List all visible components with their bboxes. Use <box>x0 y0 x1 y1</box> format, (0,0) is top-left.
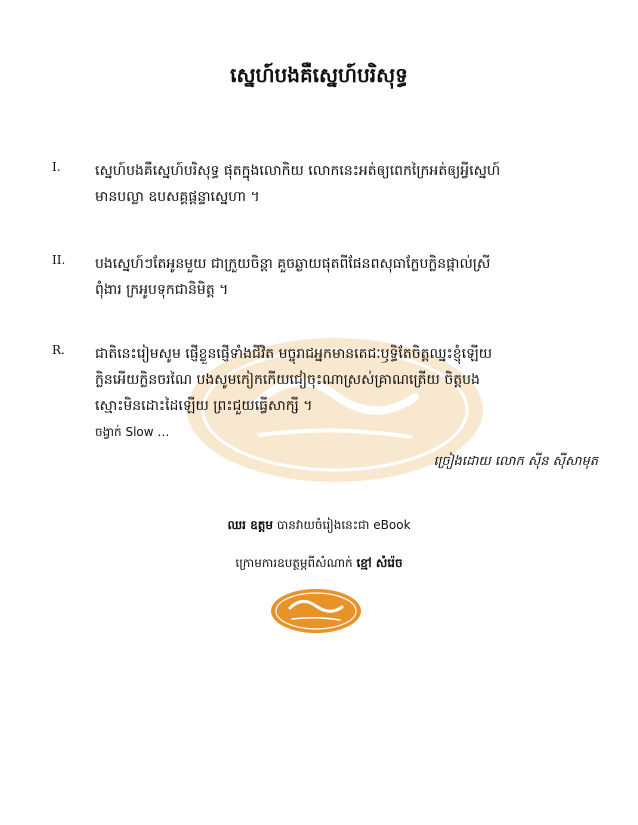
publisher-action: បានវាយចំរៀងនេះជា eBook <box>276 518 411 532</box>
tempo-note: ចង្វាក់ Slow … <box>95 425 170 439</box>
verse-line: ពុំងារ ក្រអូបទុកជានិមិត្ត ។ <box>95 282 229 298</box>
verse-line: ស្នេហ៍បងគឺស្នេហ៍បរិសុទ្ធ ផុតក្នុងលោកិយ លោកនេះអត់ឲ្យពេកក្រៃអត់ឲ្យអ្វីស្នេហ៍ <box>95 163 501 179</box>
sponsor-name: ខ្មៅ សំរ៉េច <box>356 556 403 570</box>
sponsor-line <box>0 555 638 573</box>
support-prefix: ក្រោមការឧបត្ថម្ភពីសំណាក់ <box>235 556 353 570</box>
verse-line: មានបល្លា ឧបសគ្គផ្តន្ទាស្នេហា ។ <box>95 189 260 205</box>
publisher-line <box>0 517 638 535</box>
singer-credit: ច្រៀងដោយ លោក ស៊ីន ស៊ីសាមុត <box>433 454 598 469</box>
publisher-name: ឈរ ឧត្តម <box>227 518 273 532</box>
verse-line: បងស្នេហ៍ៗតែអូនមួយ ជាក្រួយចិន្តា គួចឆ្ងាយផុតពីផែនពសុធាក្លែបក្លិនផ្កាល់ស្រី <box>95 256 491 272</box>
publisher-logo <box>270 588 362 634</box>
verse-text <box>95 158 600 210</box>
verse-line: ជាតិនេះរៀមសូម ផ្ញើខ្លួនផ្ញើទាំងជីវិត មច្ចុរាជអ្នកមានតេជៈឫទ្ធិតែចិត្តឈ្នះខ្ញុំឡើយ <box>95 346 493 362</box>
verse-text <box>95 251 600 303</box>
verse-label: I. <box>52 160 61 174</box>
verse-line: ក្លិនអើយក្លិនចរណៃ បងសូមកៀកកើយជៀចុះណាស្រស់គ្រាណត្រើយ ចិត្តបង <box>95 372 480 388</box>
verse-label: II. <box>52 253 66 267</box>
song-title: ស្នេហ៍បងគឺស្នេហ៍បរិសុទ្ធ <box>230 63 408 87</box>
verse-line: ស្មោះមិនដោះដៃឡើយ ព្រះជួយធ្វើសាក្សី ។ <box>95 398 313 414</box>
verse-label: R. <box>52 343 65 357</box>
verse-text <box>95 341 600 445</box>
